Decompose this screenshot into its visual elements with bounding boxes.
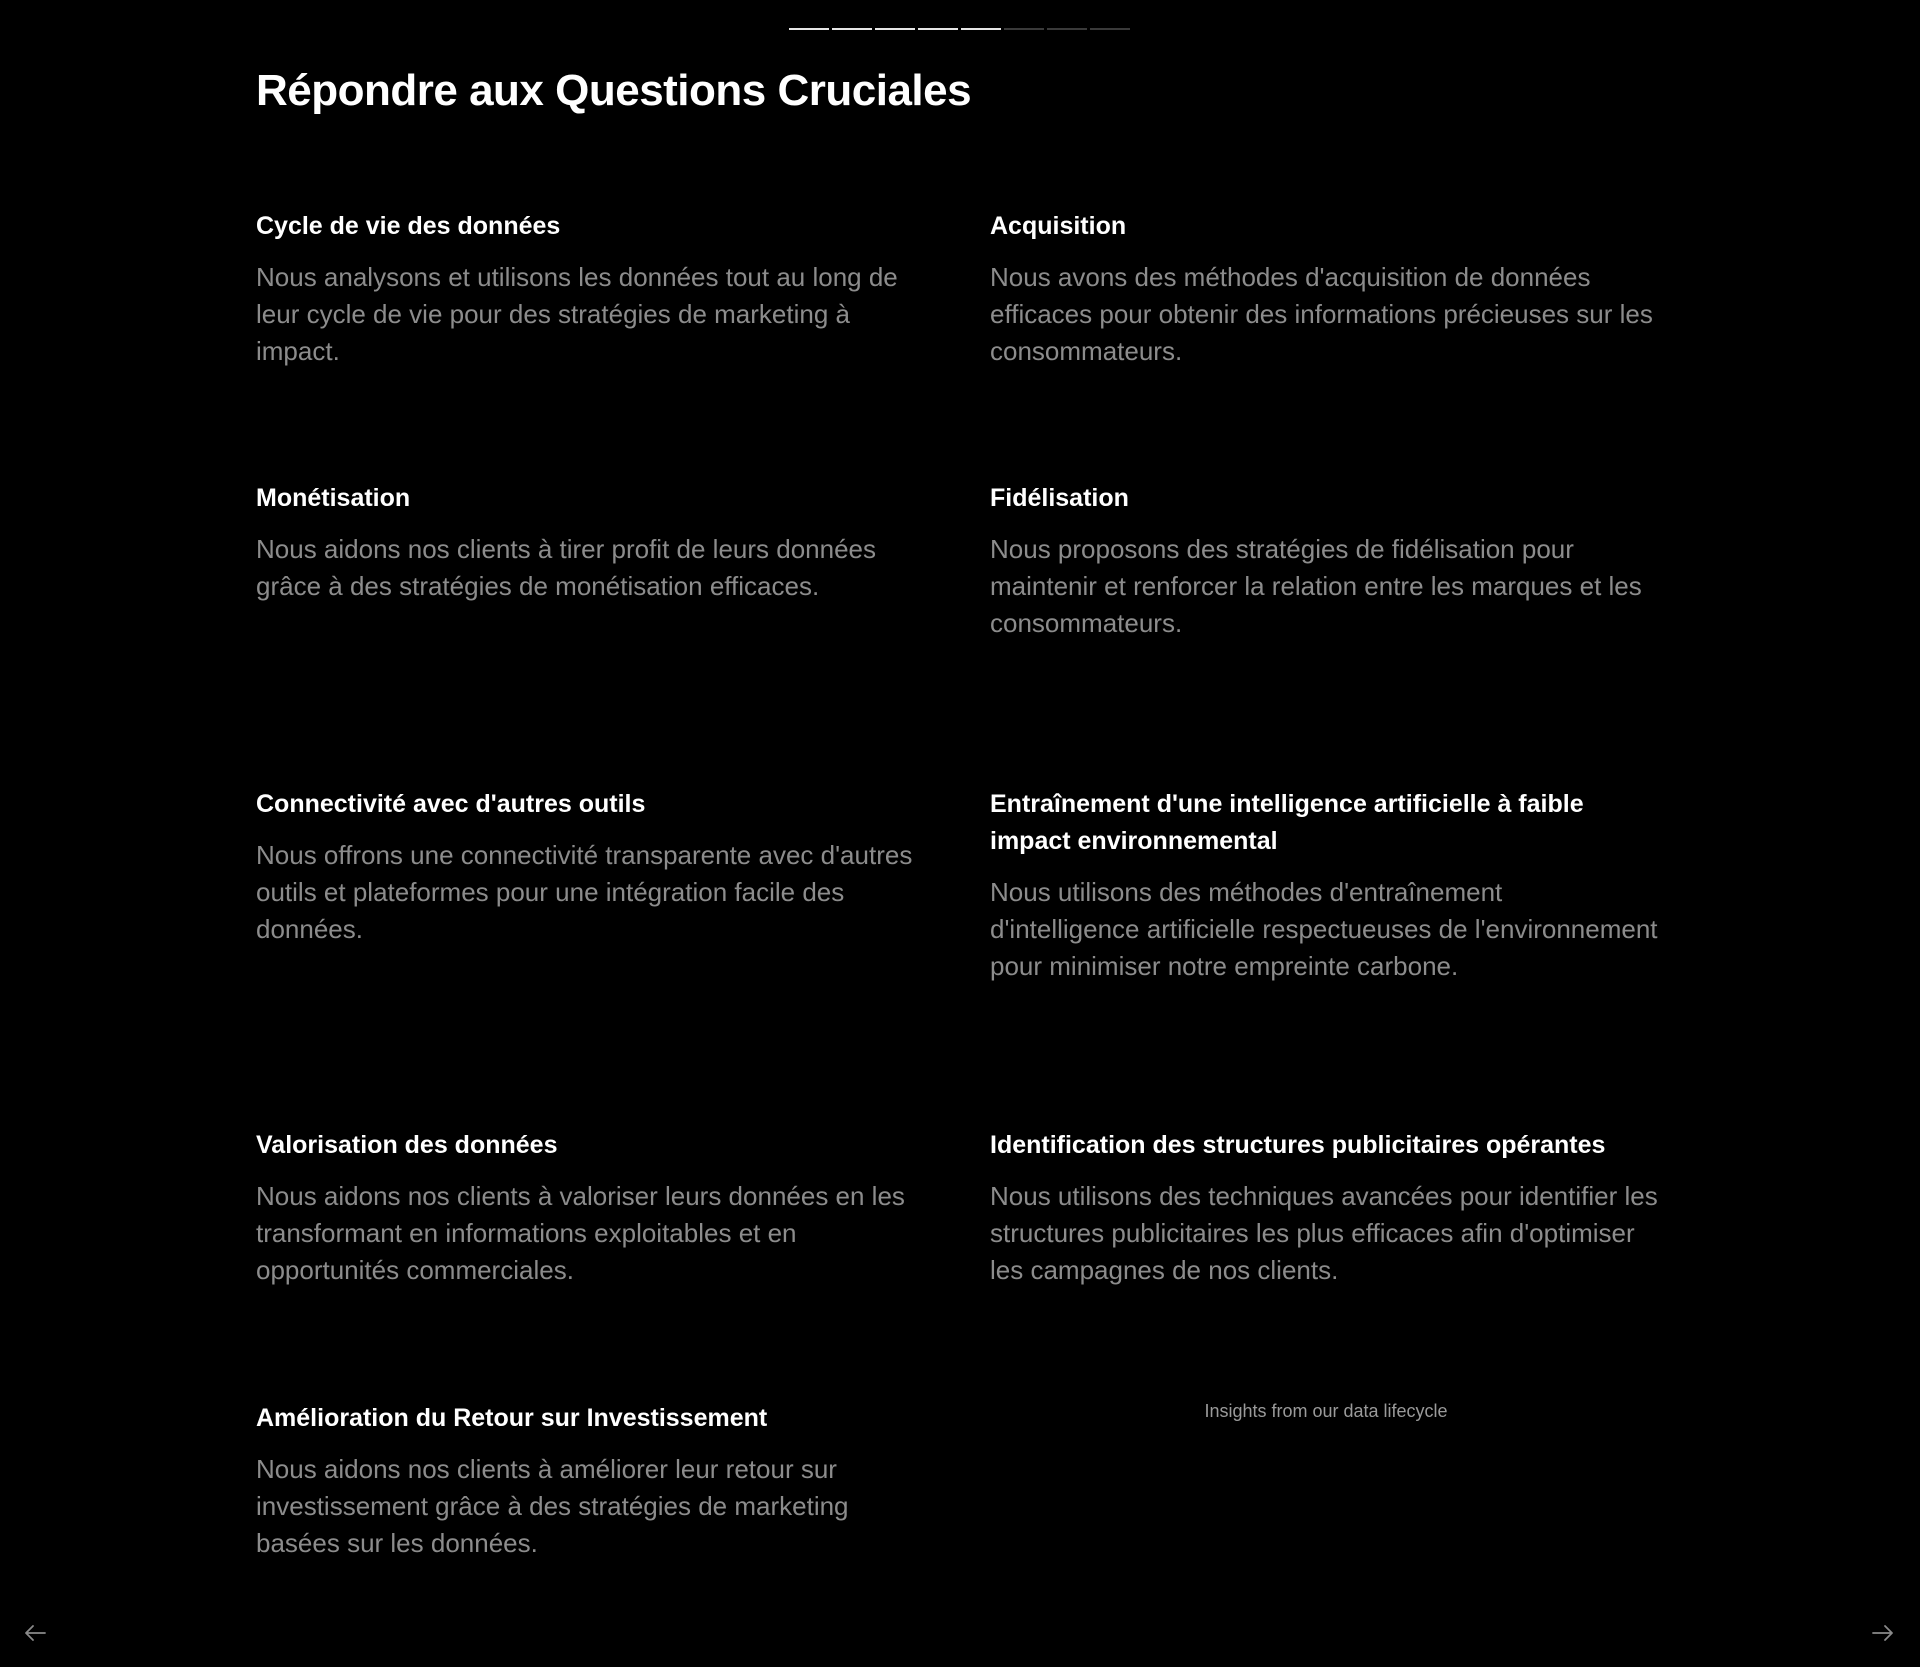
card-acquisition <box>990 208 1658 370</box>
progress-segment-8[interactable] <box>1090 28 1130 30</box>
card-text: Nous aidons nos clients à tirer profit de leurs données grâce à des stratégies de monétisation efficaces. <box>256 534 877 601</box>
card-text: Nous aidons nos clients à valoriser leurs données en les transformant en informations exploitables et en opportunités commerciales. <box>256 1181 905 1285</box>
card-text: Nous offrons une connectivité transparente avec d'autres outils et plateformes pour une intégration facile des données. <box>256 840 913 944</box>
card-title: Amélioration du Retour sur Investissement <box>256 1404 768 1432</box>
card-text: Nous avons des méthodes d'acquisition de données efficaces pour obtenir des informations précieuses sur les consommateurs. <box>990 262 1653 366</box>
card-title: Cycle de vie des données <box>256 212 561 240</box>
card-title: Identification des structures publicitaires opérantes <box>990 1131 1606 1159</box>
card-cycle-de-vie <box>256 208 924 370</box>
card-title: Valorisation des données <box>256 1131 558 1159</box>
card-valorisation <box>256 1127 924 1289</box>
progress-segment-6[interactable] <box>1004 28 1044 30</box>
progress-segment-7[interactable] <box>1047 28 1087 30</box>
image-caption: Insights from our data lifecycle <box>1204 1401 1448 1421</box>
arrow-left-icon <box>24 1624 46 1642</box>
card-connectivite <box>256 786 924 948</box>
card-retour-investissement <box>256 1400 924 1562</box>
card-fidelisation <box>990 480 1658 642</box>
card-text: Nous utilisons des méthodes d'entraînement d'intelligence artificielle respectueuses de l'environnement pour minimiser notre empreinte carbone. <box>990 877 1658 981</box>
card-text: Nous proposons des stratégies de fidélisation pour maintenir et renforcer la relation entre les marques et les consommateurs. <box>990 534 1642 638</box>
card-text: Nous aidons nos clients à améliorer leur retour sur investissement grâce à des stratégies de marketing basées sur les données. <box>256 1454 849 1558</box>
page-title: Répondre aux Questions Cruciales <box>256 66 972 115</box>
progress-segment-4[interactable] <box>918 28 958 30</box>
card-title: Monétisation <box>256 484 411 512</box>
slide-progress-indicator <box>789 28 1130 30</box>
card-text: Nous analysons et utilisons les données tout au long de leur cycle de vie pour des stratégies de marketing à impact. <box>256 262 898 366</box>
previous-slide-button[interactable] <box>18 1618 52 1648</box>
card-structures-publicitaires <box>990 1127 1658 1289</box>
card-title: Entraînement d'une intelligence artificielle à faible impact environnemental <box>990 790 1584 855</box>
card-intelligence-artificielle <box>990 786 1658 985</box>
card-title: Acquisition <box>990 212 1127 240</box>
arrow-right-icon <box>1872 1624 1894 1642</box>
card-title: Fidélisation <box>990 484 1129 512</box>
next-slide-button[interactable] <box>1866 1618 1900 1648</box>
card-text: Nous utilisons des techniques avancées pour identifier les structures publicitaires les plus efficaces afin d'optimiser les campagnes de nos clients. <box>990 1181 1658 1285</box>
progress-segment-5[interactable] <box>961 28 1001 30</box>
card-monetisation <box>256 480 924 605</box>
card-title: Connectivité avec d'autres outils <box>256 790 646 818</box>
progress-segment-3[interactable] <box>875 28 915 30</box>
progress-segment-1[interactable] <box>789 28 829 30</box>
progress-segment-2[interactable] <box>832 28 872 30</box>
